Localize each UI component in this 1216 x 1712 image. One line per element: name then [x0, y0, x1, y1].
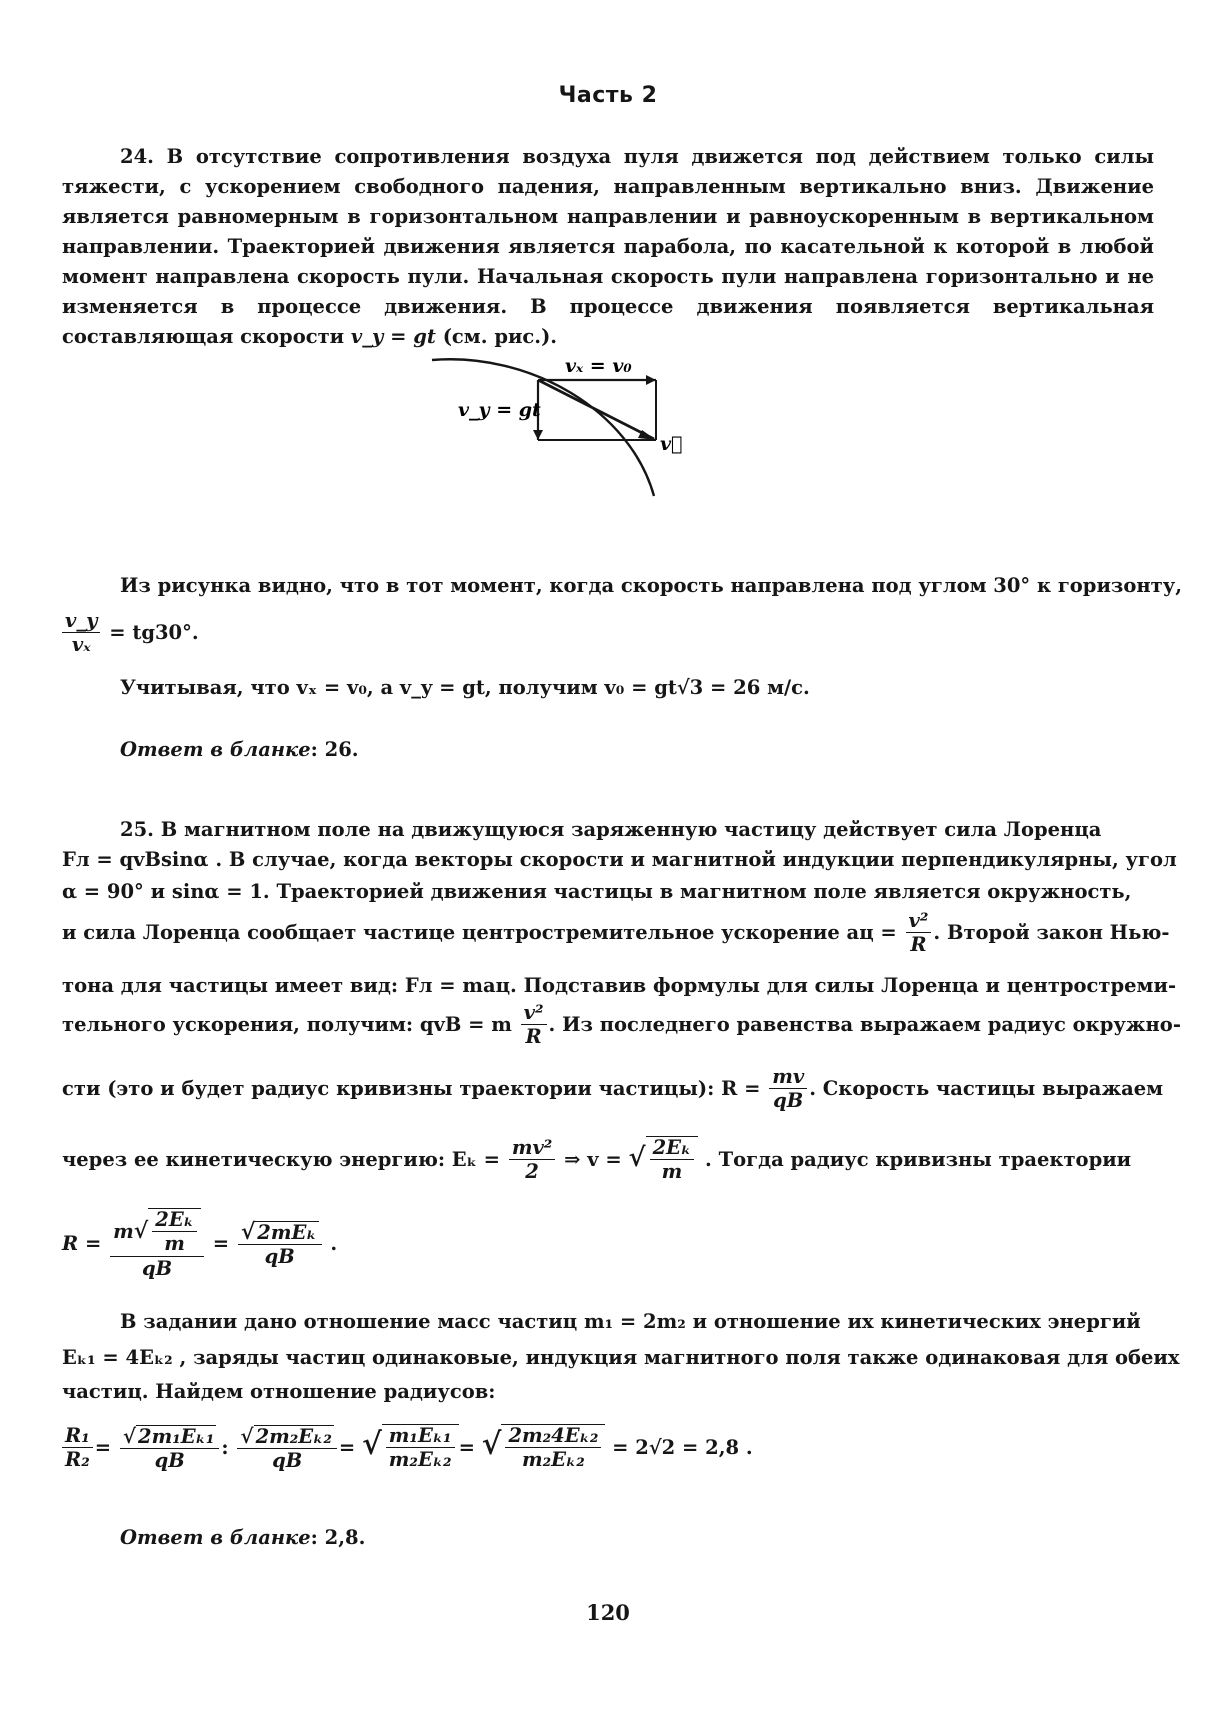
r-formula-m: m	[113, 1220, 134, 1243]
task-24-paragraph	[62, 142, 1154, 352]
energy-den: 2	[525, 1160, 539, 1183]
r-formula-end: .	[330, 1232, 338, 1255]
ratio-c-den: m₂Eₖ₂	[388, 1448, 452, 1471]
energy-num: mv²	[509, 1137, 556, 1160]
task-25-line-1-text: В магнитном поле на движущуюся заряженную частицу действует сила Лоренца	[153, 818, 1102, 841]
considering-text: Учитывая, что vₓ = v₀, а v_y = gt, получим v₀ = gt√3 = 26 м/с.	[120, 676, 810, 699]
r-formula-fraction-1: m√ $\frac{\text{2Eₖ}}{m}$ qB	[110, 1208, 204, 1281]
page-number: 120	[586, 1600, 630, 1625]
given-line-2: Eₖ₁ = 4Eₖ₂ , заряды частиц одинаковые, индукция магнитного поля также одинаковая для обеих	[62, 1346, 1180, 1369]
from-figure-text: Из рисунка видно, что в тот момент, когда скорость направлена под углом 30° к горизонту,	[120, 574, 1182, 597]
line-7-end: . Скорость частицы выражаем	[809, 1077, 1164, 1100]
ratio-a-den: qB	[154, 1448, 185, 1472]
radius-fraction	[769, 1066, 807, 1113]
task-24-text-end: (см. рис.).	[442, 325, 558, 348]
task-24-text: В отсутствие сопротивления воздуха пуля движется под действием только силы тяжести, с ускорением свободного падения, направленным вертикально вниз. Движение является равномерным в горизонтальном направлении и равноускоренным в вертикальном направлении. Траекторией движения является парабола, по касательной к которой в любой момент направлена скорость пули. Начальная скорость пули направлена горизонтально и не изменяется в процессе движения. В процессе движения появляется вертикальная составляющая скорости	[62, 145, 1154, 348]
task-24-formula-vy: v_y = gt	[350, 325, 436, 348]
centripetal-den: R	[910, 933, 927, 956]
energy-fraction	[509, 1137, 556, 1184]
task-25-line-2: Fл = qvBsinα . В случае, когда векторы скорости и магнитной индукции перпендикулярны, угол	[62, 848, 1177, 871]
centripetal-num: v²	[906, 910, 932, 933]
line-6-text: тельного ускорения, получим: qvB = m	[62, 1013, 512, 1036]
line-8-end: . Тогда радиус кривизны траектории	[705, 1148, 1132, 1171]
label-vy: v_y = gt	[458, 399, 541, 421]
r-formula-den-2: qB	[264, 1244, 295, 1268]
r-inner-den: m	[164, 1232, 185, 1255]
answer-label-25: Ответ в бланке	[120, 1526, 311, 1549]
radius-num: mv	[769, 1066, 807, 1089]
velocity-sqrt-fraction	[650, 1137, 695, 1184]
velocity-sqrt-num: 2Eₖ	[650, 1137, 695, 1160]
task-24-number: 24.	[120, 145, 154, 168]
task-24-answer	[120, 738, 359, 761]
task-25-number: 25.	[120, 818, 154, 841]
radius-ratio-formula: $\frac{\text{R₁}}{\text{R₂}}$ = $\frac{\text{√ 2m₁Eₖ₁}}{qB}$ : $\frac{\text{√ 2m₂Eₖ₂}}{qB}$ = √ $\frac{\text{m₁Eₖ₁}}{\text{m₂Eₖ₂}}$ = √ $\frac{\text{2m₂4Eₖ₂}}{\text{m₂Eₖ₂}}$ = 2√2 = 2,8 .	[60, 1424, 753, 1473]
velocity-sqrt-den: m	[661, 1160, 683, 1183]
r-formula-fraction-2: $\frac{\text{√ 2mEₖ}}{qB}$	[238, 1221, 322, 1269]
given-line-1: В задании дано отношение масс частиц m₁ = 2m₂ и отношение их кинетических энергий	[120, 1310, 1141, 1333]
ratio-a: $\frac{\text{√ 2m₁Eₖ₁}}{qB}$	[120, 1425, 220, 1473]
ratio-numerator: v_y	[62, 610, 100, 633]
newton-fraction	[521, 1002, 547, 1049]
line-8-text: через ее кинетическую энергию: Eₖ =	[62, 1148, 501, 1171]
r-formula-num-2: 2mEₖ	[257, 1220, 317, 1244]
ratio-b-den: qB	[272, 1448, 303, 1472]
task-25-answer	[120, 1526, 365, 1549]
line-4-text: и сила Лоренца сообщает частице центростремительное ускорение aц =	[62, 921, 897, 944]
line-7-text: сти (это и будет радиус кривизны траектории частицы): R =	[62, 1077, 761, 1100]
ratio-d	[505, 1425, 601, 1472]
ratio-r1: R₁	[62, 1425, 93, 1448]
radius-formula	[62, 1208, 337, 1281]
ratio-b: $\frac{\text{√ 2m₂Eₖ₂}}{qB}$	[237, 1425, 337, 1473]
ratio-formula	[60, 610, 199, 657]
task-25-line-3: α = 90° и sinα = 1. Траекторией движения частицы в магнитном поле является окружность,	[62, 880, 1132, 903]
r-inner-num: 2Eₖ	[152, 1209, 197, 1232]
task-25-line-5: тона для частицы имеет вид: Fл = maц. Подставив формулы для силы Лоренца и центростреми-	[62, 974, 1177, 997]
ratio-c-num: m₁Eₖ₁	[386, 1425, 455, 1448]
answer-value: : 26.	[310, 738, 359, 761]
given-line-3: частиц. Найдем отношение радиусов:	[62, 1380, 496, 1403]
r-formula-inner-fraction	[152, 1209, 197, 1256]
ratio-fraction	[62, 610, 100, 657]
task-25-line-6	[62, 1002, 1181, 1049]
line-4-end: . Второй закон Нью-	[933, 921, 1170, 944]
ratio-d-den: m₂Eₖ₂	[522, 1448, 585, 1471]
v-resultant-arrow	[538, 380, 654, 439]
centripetal-fraction	[906, 910, 932, 957]
newton-num: v²	[521, 1002, 547, 1025]
task-25-line-1	[120, 818, 1101, 841]
ratio-r2: R₂	[65, 1448, 90, 1471]
radius-den: qB	[773, 1089, 804, 1112]
ratio-colon: :	[221, 1436, 229, 1459]
task-25-line-7	[62, 1066, 1163, 1113]
velocity-figure	[420, 350, 720, 550]
section-title: Часть 2	[558, 83, 658, 108]
ratio-a-num: 2m₁Eₖ₁	[138, 1424, 215, 1448]
label-vx: vₓ = v₀	[565, 355, 632, 377]
answer-label: Ответ в бланке	[120, 738, 311, 761]
ratio-r1-r2	[62, 1425, 93, 1472]
r-formula-lhs: R =	[62, 1232, 102, 1255]
ratio-result: = 2√2 = 2,8 .	[612, 1436, 753, 1459]
label-v: v⃗	[660, 433, 683, 455]
ratio-c	[386, 1425, 455, 1472]
newton-den: R	[525, 1025, 542, 1048]
line-6-end: . Из последнего равенства выражаем радиус окружно-	[548, 1013, 1181, 1036]
ratio-denominator: vₓ	[71, 633, 91, 656]
ratio-d-num: 2m₂4Eₖ₂	[505, 1425, 601, 1448]
task-25-line-4	[62, 910, 1169, 957]
task-25-line-8: через ее кинетическую энергию: Eₖ = $\frac{\text{mv²}}{2}$ ⇒ v = √ $\frac{\text{2Eₖ}}{m}$ . Тогда радиус кривизны траектории	[62, 1136, 1132, 1183]
r-formula-den-1: qB	[141, 1257, 173, 1280]
answer-value-25: : 2,8.	[310, 1526, 366, 1549]
ratio-rhs: = tg30°.	[109, 621, 199, 644]
r-formula-eq: =	[212, 1232, 230, 1255]
ratio-b-num: 2m₂Eₖ₂	[255, 1424, 332, 1448]
line-8-mid: ⇒ v =	[564, 1148, 622, 1171]
